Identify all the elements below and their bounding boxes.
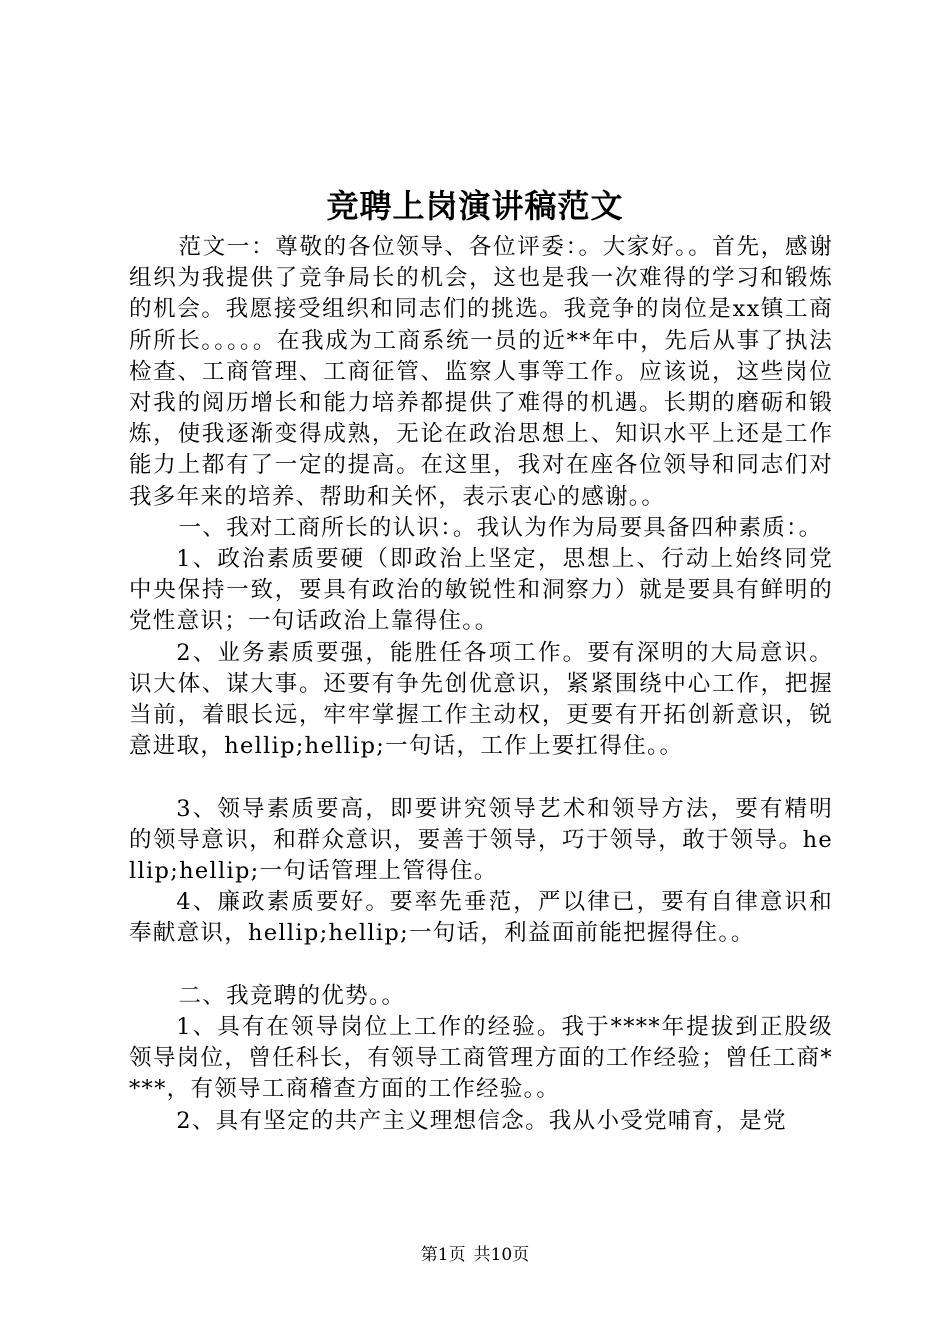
paragraph: 1、政治素质要硬（即政治上坚定，思想上、行动上始终同党中央保持一致，要具有政治的敏锐性和洞察力）就是要具有鲜明的党性意识；一句话政治上靠得住。。: [129, 546, 833, 635]
page-footer: [0, 1244, 950, 1266]
paragraph: 一、我对工商所长的认识：。我认为作为局要具备四种素质：。: [178, 514, 823, 541]
document-body: [129, 232, 833, 1137]
page-total: 共10页: [473, 1245, 530, 1265]
document-title: 竞聘上岗演讲稿范文: [326, 187, 624, 225]
paragraph: 4、廉政素质要好。要率先垂范，严以律已，要有自律意识和奉献意识，hellip;hellip;一句话，利益面前能把握得住。。: [129, 889, 833, 947]
paragraph: 2、具有坚定的共产主义理想信念。我从小受党哺育，是党: [176, 1107, 787, 1134]
paragraph: 3、领导素质要高，即要讲究领导艺术和领导方法，要有精明的领导意识，和群众意识，要善于领导，巧于领导，敢于领导。hellip;hellip;一句话管理上管得住。: [129, 795, 833, 885]
paragraph: 1、具有在领导岗位上工作的经验。我于****年提拔到正股级领导岗位，曾任科长，有领导工商管理方面的工作经验；曾任工商****，有领导工商稽查方面的工作经验。。: [129, 1014, 833, 1103]
page-number: 第1页: [420, 1245, 466, 1265]
paragraph: 2、业务素质要强，能胜任各项工作。要有深明的大局意识。识大体、谋大事。还要有争先创优意识，紧紧围绕中心工作，把握当前，着眼长远，牢牢掌握工作主动权，更要有开拓创新意识，锐意进取，hellip;hellip;一句话，工作上要扛得住。。: [129, 639, 833, 760]
paragraph: 二、我竞聘的优势。。: [178, 982, 406, 1009]
paragraph: 范文一：尊敬的各位领导、各位评委：。大家好。。首先，感谢组织为我提供了竞争局长的机会，这也是我一次难得的学习和锻炼的机会。我愿接受组织和同志们的挑选。我竞争的岗位是xx镇工商所所长。。。。。在我成为工商系统一员的近**年中，先后从事了执法检查、工商管理、工商征管、监察人事等工作。应该说，这些岗位对我的阅历增长和能力培养都提供了难得的机遇。长期的磨砺和锻炼，使我逐渐变得成熟，无论在政治思想上、知识水平上还是工作能力上都有了一定的提高。在这里，我对在座各位领导和同志们对我多年来的培养、帮助和关怀，表示衷心的感谢。。: [129, 234, 833, 510]
